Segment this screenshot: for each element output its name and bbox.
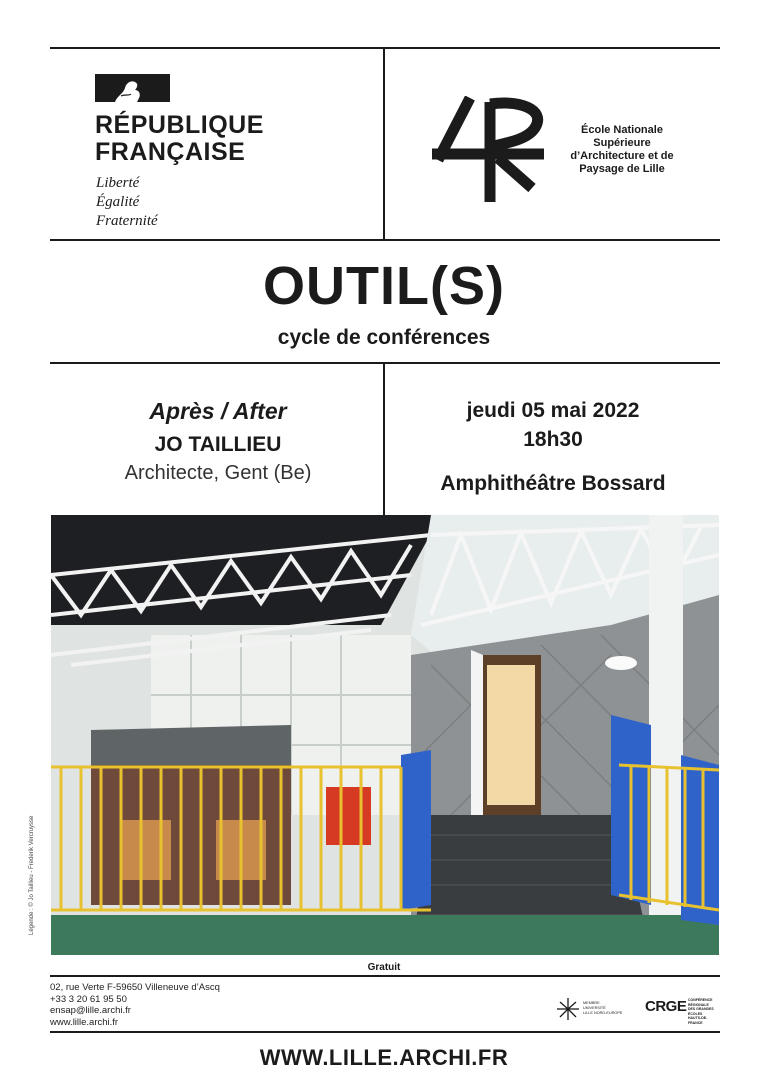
svg-text:LILLE NORD-EUROPE: LILLE NORD-EUROPE xyxy=(583,1011,623,1015)
photo-credit: Légende : © Jo Taillieu - Frederik Vercruysse xyxy=(29,815,35,935)
svg-text:UNIVERSITÉ: UNIVERSITÉ xyxy=(583,1006,606,1010)
event-date: jeudi 05 mai 2022 xyxy=(466,399,640,422)
ensap-logo xyxy=(432,96,544,207)
footer-bottom-rule xyxy=(50,1031,720,1033)
phone: +33 3 20 61 95 50 xyxy=(50,993,127,1005)
republique-francaise-title: RÉPUBLIQUE FRANÇAISE xyxy=(95,111,264,166)
contact-info xyxy=(50,982,220,1028)
website-url[interactable]: WWW.LILLE.ARCHI.FR xyxy=(259,1045,509,1070)
header-divider xyxy=(383,47,385,240)
web-link: www.lille.archi.fr xyxy=(50,1016,119,1028)
speaker-name: JO TAILLIEU xyxy=(154,433,282,456)
svg-text:MEMBRE: MEMBRE xyxy=(583,1001,600,1005)
address: 02, rue Verte F-59650 Villeneuve d’Ascq xyxy=(50,982,220,993)
universite-lille-logo xyxy=(556,996,626,1027)
event-subtitle: cycle de conférences xyxy=(277,326,491,349)
email: ensap@lille.archi.fr xyxy=(50,1005,131,1016)
event-time: 18h30 xyxy=(523,428,583,451)
title-bottom-rule xyxy=(50,362,720,364)
event-title: OUTIL(S) xyxy=(263,256,505,316)
republique-motto: Liberté Égalité Fraternité xyxy=(96,175,158,229)
footer-top-rule xyxy=(50,975,720,977)
marianne-logo xyxy=(95,74,170,107)
talk-title: Après / After xyxy=(149,398,287,424)
top-rule xyxy=(50,47,720,49)
ensap-name: École Nationale Supérieure d’Architecture et de Paysage de Lille xyxy=(570,124,674,175)
speaker-role: Architecte, Gent (Be) xyxy=(124,462,312,484)
header-bottom-rule xyxy=(50,239,720,241)
price-label: Gratuit xyxy=(367,962,401,973)
event-venue: Amphithéâtre Bossard xyxy=(440,472,666,495)
architecture-photo xyxy=(51,515,719,955)
